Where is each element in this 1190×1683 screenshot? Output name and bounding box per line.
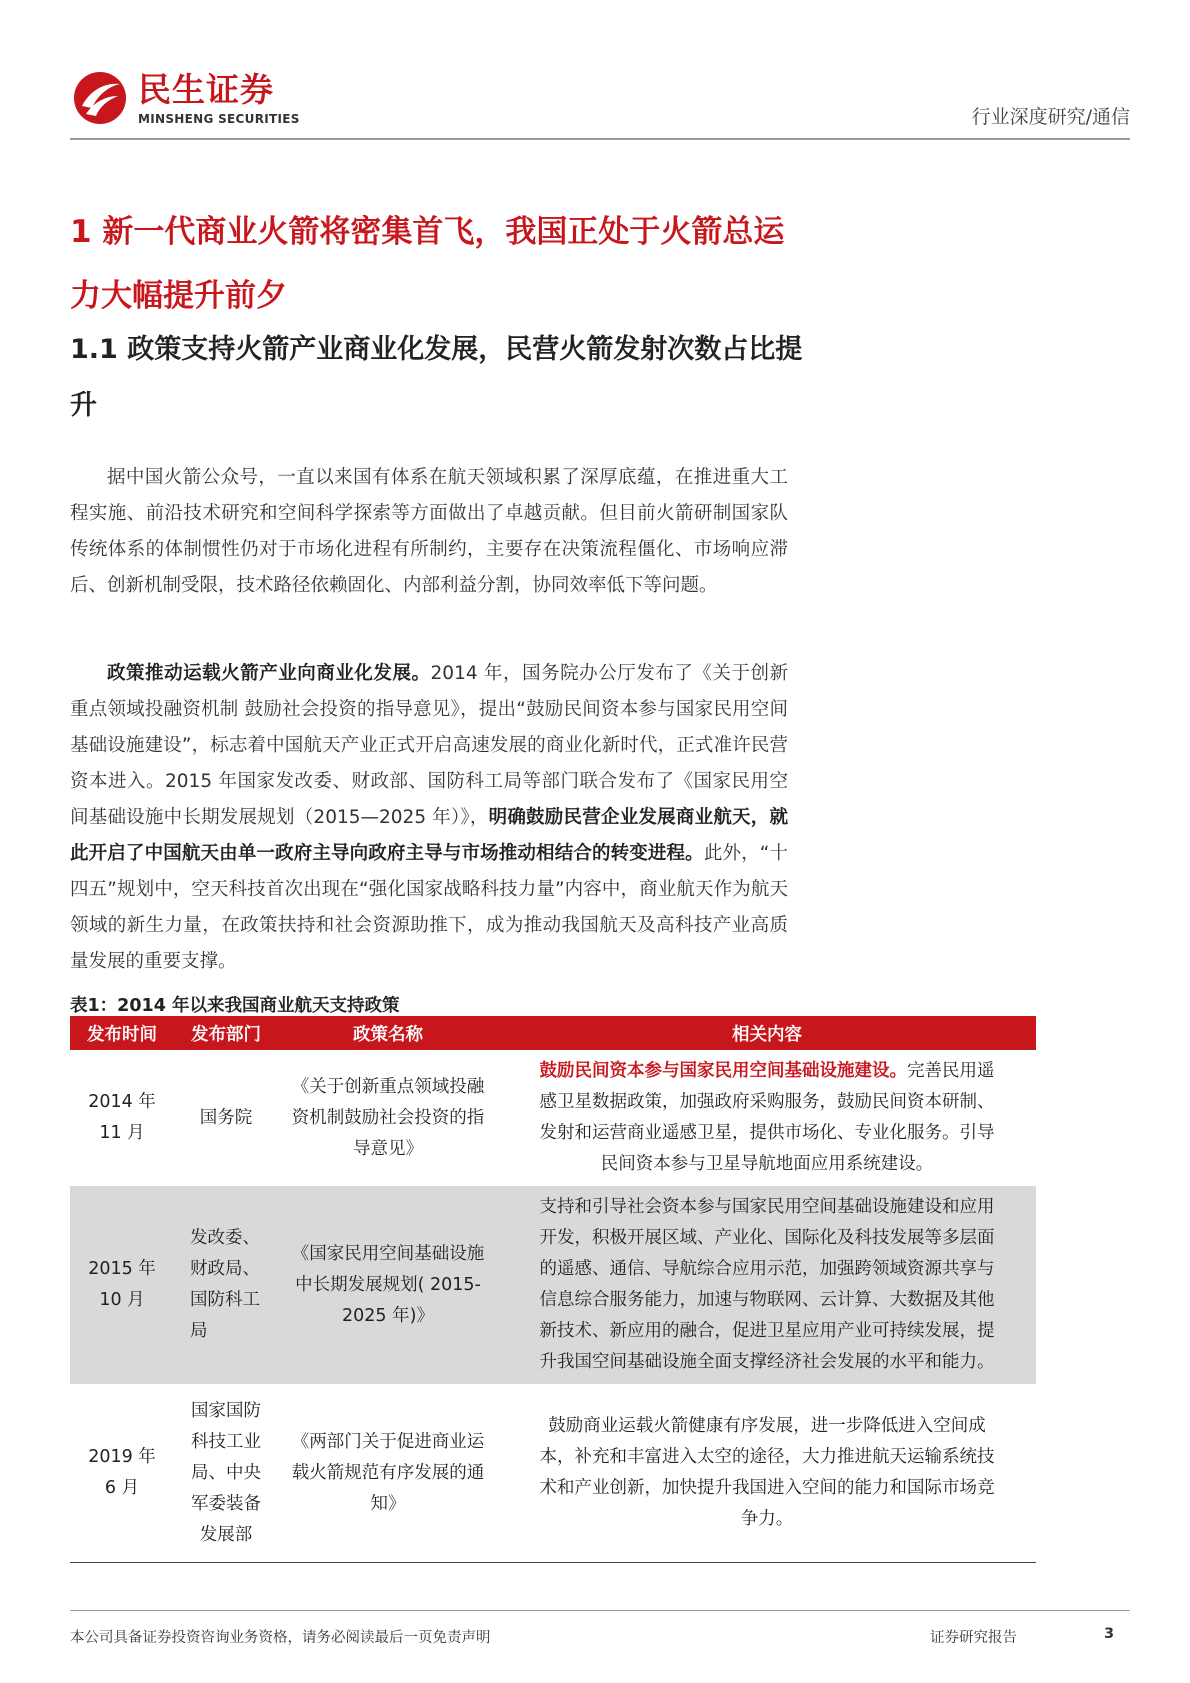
table-row xyxy=(70,1384,1036,1562)
footer-report-type: 证券研究报告 xyxy=(930,1630,1017,1646)
header-name: 政策名称 xyxy=(278,1016,498,1050)
table-caption: 表1：2014 年以来我国商业航天支持政策 xyxy=(70,996,400,1016)
cell-name: 《两部门关于促进商业运载火箭规范有序发展的通知》 xyxy=(291,1431,485,1514)
header-dept: 发布部门 xyxy=(174,1016,278,1050)
cell-dept: 发改委、财政局、国防科工局 xyxy=(174,1186,278,1384)
cell-dept: 国家国防科技工业局、中央军委装备发展部 xyxy=(191,1400,261,1545)
report-category: 行业深度研究/通信 xyxy=(971,106,1130,128)
page-header xyxy=(70,68,1130,138)
header-time: 发布时间 xyxy=(70,1016,174,1050)
cell-time: 2015 年 10 月 xyxy=(70,1186,174,1384)
cell-content: 鼓励商业运载火箭健康有序发展，进一步降低进入空间成本，补充和丰富进入太空的途径，大力推进航天运输系统技术和产业创新，加快提升我国进入空间的能力和国际市场竞争力。 xyxy=(539,1416,995,1529)
cell-name: 《国家民用空间基础设施中长期发展规划( 2015-2025 年)》 xyxy=(278,1186,498,1384)
section-heading: 1 新一代商业火箭将密集首飞，我国正处于火箭总运力大幅提升前夕 xyxy=(70,214,785,314)
table-bottom-rule xyxy=(70,1562,1036,1563)
policy-table xyxy=(70,1016,1036,1562)
header-content: 相关内容 xyxy=(498,1016,1036,1050)
cell-content: 支持和引导社会资本参与国家民用空间基础设施建设和应用开发，积极开展区域、产业化、国际化及科技发展等多层面的遥感、通信、导航综合应用示范，加强跨领域资源共享与信息综合服务能力，加速与物联网、云计算、大数据及其他新技术、新应用的融合，促进卫星应用产业可持续发展，提升我国空间基础设施全面支撑经济社会发展的水平和能力。 xyxy=(498,1186,1036,1384)
footer-disclaimer: 本公司具备证券投资咨询业务资格，请务必阅读最后一页免责声明 xyxy=(70,1630,491,1646)
footer-divider xyxy=(70,1610,1130,1611)
para2-text-1: 2014 年，国务院办公厅发布了《关于创新重点领域投融资机制 鼓励社会投资的指导意见》，提出“鼓励民间资本参与国家民用空间基础设施建设”，标志着中国航天产业正式开启高速发展的商业化新时代，正式准许民营资本进入。2015 年国家发改委、财政部、国防科工局等部门联合发布了《国家民用空间基础设施中长期发展规划（2015—2025 年）》， xyxy=(70,663,788,828)
minsheng-logo-icon xyxy=(72,70,128,126)
cell-time: 2019 年 6 月 xyxy=(88,1447,156,1498)
logo-text-cn: 民生证券 xyxy=(138,70,274,109)
para2-bold-mid: 明确鼓励民营企业发展商业航天，就此开启了中国航天由单一政府主导向政府主导与市场推动相结合的转变进程。 xyxy=(70,807,788,864)
cell-time: 2014 年 11 月 xyxy=(88,1092,156,1143)
table-header-row xyxy=(70,1016,1036,1050)
table-row xyxy=(70,1186,1036,1384)
para2-bold-lead: 政策推动运载火箭产业向商业化发展。 xyxy=(107,663,431,684)
page-number: 3 xyxy=(1104,1626,1115,1642)
content-highlight: 鼓励民间资本参与国家民用空间基础设施建设。 xyxy=(539,1061,907,1081)
cell-dept: 国务院 xyxy=(199,1107,253,1128)
body-paragraph-2 xyxy=(70,656,788,980)
subsection-heading: 1.1 政策支持火箭产业商业化发展，民营火箭发射次数占比提升 xyxy=(70,334,803,421)
logo-text-en: MINSHENG SECURITIES xyxy=(138,112,300,126)
cell-name: 《关于创新重点领域投融资机制鼓励社会投资的指导意见》 xyxy=(291,1076,485,1159)
table-row xyxy=(70,1050,1036,1186)
header-divider xyxy=(70,138,1130,140)
para2-text-2: 此外，“十四五”规划中，空天科技首次出现在“强化国家战略科技力量”内容中，商业航天作为航天领域的新生力量，在政策扶持和社会资源助推下，成为推动我国航天及高科技产业高质量发展的重要支撑。 xyxy=(70,843,788,972)
cell-content: 鼓励民间资本参与国家民用空间基础设施建设。完善民用遥感卫星数据政策，加强政府采购服务，鼓励民间资本研制、发射和运营商业遥感卫星，提供市场化、专业化服务。引导民间资本参与卫星导航地面应用系统建设。 xyxy=(539,1061,995,1174)
body-paragraph-1: 据中国火箭公众号，一直以来国有体系在航天领域积累了深厚底蕴，在推进重大工程实施、前沿技术研究和空间科学探索等方面做出了卓越贡献。但目前火箭研制国家队传统体系的体制惯性仍对于市场化进程有所制约，主要存在决策流程僵化、市场响应滞后、创新机制受限，技术路径依赖固化、内部利益分割，协同效率低下等问题。 xyxy=(70,467,788,596)
